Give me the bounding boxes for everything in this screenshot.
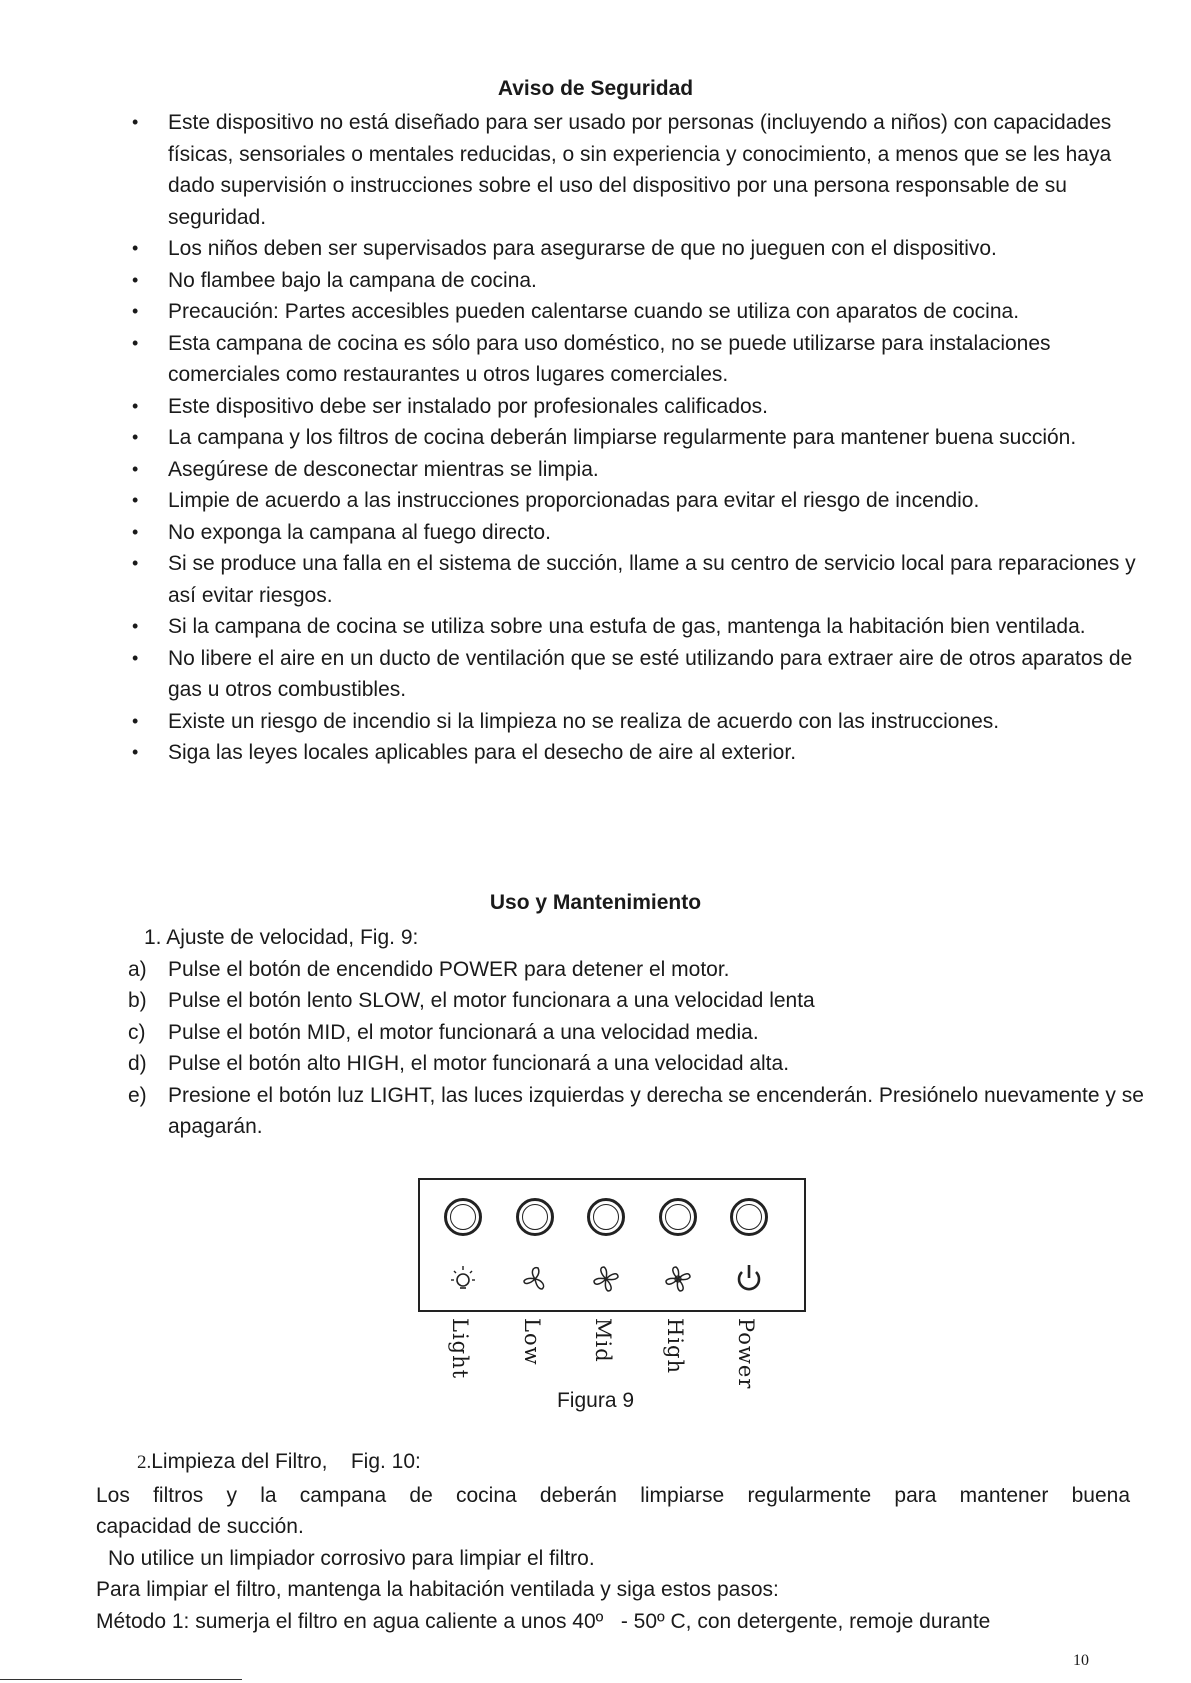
safety-item-text: No flambee bajo la campana de cocina. xyxy=(168,268,537,292)
safety-item-text: No libere el aire en un ducto de ventilación que se esté utilizando para extraer aire de otros aparatos de gas u otros combustibles. xyxy=(168,646,1133,701)
step-text: Pulse el botón lento SLOW, el motor funcionara a una velocidad lenta xyxy=(168,989,815,1012)
safety-item-text: Este dispositivo no está diseñado para ser usado por personas (incluyendo a niños) con capacidades físicas, sensoriales o mentales reducidas, o sin experiencia y conocimiento, a menos que se les haya dado supervisión o instrucciones sobre el uso del dispositivo por una persona responsable de su seguridad. xyxy=(168,111,1112,229)
speed-steps xyxy=(128,922,1158,1143)
bullet-icon: • xyxy=(132,395,139,416)
light-bulb-icon xyxy=(444,1260,482,1298)
bullet-icon: • xyxy=(132,332,139,353)
bullet-icon: • xyxy=(132,427,139,447)
safety-item xyxy=(130,548,1150,611)
fan-low-icon xyxy=(516,1260,554,1298)
step-item xyxy=(128,1017,1158,1049)
step-letter: e) xyxy=(128,1083,147,1107)
fan-high-icon xyxy=(659,1260,697,1298)
safety-item xyxy=(130,233,1150,265)
safety-list xyxy=(130,107,1150,769)
filter-number: 2. xyxy=(137,1452,152,1473)
safety-item-text: Este dispositivo debe ser instalado por profesionales calificados. xyxy=(168,394,769,418)
safety-item-text: Esta campana de cocina es sólo para uso doméstico, no se puede utilizarse para instalaciones comerciales como restaurantes u otros lugares comerciales. xyxy=(168,331,1051,386)
figure-caption: Figura 9 xyxy=(556,1389,635,1412)
filter-para-1: Los filtros y la campana de cocina deberán limpiarse regularmente para mantener buena xyxy=(96,1484,1130,1507)
bullet-icon: • xyxy=(132,269,139,290)
filter-heading xyxy=(137,1450,421,1474)
control-panel xyxy=(418,1178,806,1312)
power-button-icon xyxy=(730,1198,768,1236)
light-button-icon xyxy=(444,1198,482,1236)
step-letter: a) xyxy=(128,957,147,981)
mid-button-icon xyxy=(587,1198,625,1236)
step-letter: d) xyxy=(128,1052,147,1075)
filter-para-4: Método 1: sumerja el filtro en agua caliente a unos 40º - 50º C, con detergente, remoje durante xyxy=(96,1610,991,1633)
step-letter: c) xyxy=(128,1020,146,1044)
safety-item-text: Siga las leyes locales aplicables para el desecho de aire al exterior. xyxy=(168,741,797,764)
footer-rule xyxy=(0,1679,242,1680)
safety-item xyxy=(130,454,1150,486)
light-label: Light xyxy=(448,1318,472,1380)
safety-item-text: No exponga la campana al fuego directo. xyxy=(168,520,551,544)
filter-title: Limpieza del Filtro, Fig. 10: xyxy=(151,1450,421,1473)
control-panel-figure xyxy=(418,1178,806,1390)
step-text: Pulse el botón de encendido POWER para detener el motor. xyxy=(168,957,730,981)
high-label: High xyxy=(663,1318,687,1374)
bullet-icon: • xyxy=(132,521,139,542)
safety-item-text: Si la campana de cocina se utiliza sobre una estufa de gas, mantenga la habitación bien ventilada. xyxy=(168,615,1086,638)
step-item xyxy=(128,1080,1158,1143)
filter-para-2: No utilice un limpiador corrosivo para limpiar el filtro. xyxy=(108,1547,595,1570)
safety-item-text: Los niños deben ser supervisados para asegurarse de que no jueguen con el dispositivo. xyxy=(168,237,997,260)
safety-item-text: Limpie de acuerdo a las instrucciones proporcionadas para evitar el riesgo de incendio. xyxy=(168,489,980,512)
safety-item xyxy=(130,485,1150,517)
safety-item-text: Si se produce una falla en el sistema de succión, llame a su centro de servicio local para reparaciones y así evitar riesgos. xyxy=(168,552,1136,607)
bullet-icon: • xyxy=(132,647,139,668)
page-number: 10 xyxy=(1073,1652,1089,1669)
fan-mid-icon xyxy=(587,1260,625,1298)
safety-item-text: Asegúrese de desconectar mientras se limpia. xyxy=(168,457,599,481)
filter-para-3: Para limpiar el filtro, mantenga la habitación ventilada y siga estos pasos: xyxy=(96,1578,779,1601)
bullet-icon: • xyxy=(132,112,139,132)
step-text: Presione el botón luz LIGHT, las luces izquierdas y derecha se encenderán. Presiónelo nuevamente y se apagarán. xyxy=(168,1083,1144,1138)
filter-para-1-cont: capacidad de succión. xyxy=(96,1515,304,1538)
low-button-icon xyxy=(516,1198,554,1236)
low-label: Low xyxy=(520,1318,544,1366)
step-item xyxy=(128,954,1158,986)
bullet-icon: • xyxy=(132,238,139,258)
step-title: 1. Ajuste de velocidad, Fig. 9: xyxy=(144,926,419,949)
bullet-icon: • xyxy=(132,301,139,321)
safety-item-text: La campana y los filtros de cocina deberán limpiarse regularmente para mantener buena succión. xyxy=(168,426,1077,449)
step-item xyxy=(128,985,1158,1017)
bullet-icon: • xyxy=(132,616,139,636)
safety-item xyxy=(130,265,1150,297)
step-text: Pulse el botón MID, el motor funcionará a una velocidad media. xyxy=(168,1020,759,1044)
bullet-icon: • xyxy=(132,553,139,573)
safety-item xyxy=(130,422,1150,454)
safety-item-text: Existe un riesgo de incendio si la limpieza no se realiza de acuerdo con las instrucciones. xyxy=(168,709,1000,733)
step-text: Pulse el botón alto HIGH, el motor funcionará a una velocidad alta. xyxy=(168,1052,790,1075)
bullet-icon: • xyxy=(132,710,139,731)
safety-heading: Aviso de Seguridad xyxy=(497,77,694,100)
safety-item xyxy=(130,328,1150,391)
safety-item xyxy=(130,391,1150,423)
usage-heading: Uso y Mantenimiento xyxy=(489,891,702,914)
safety-item xyxy=(130,643,1150,706)
safety-item xyxy=(130,611,1150,643)
bullet-icon: • xyxy=(132,742,139,762)
mid-label: Mid xyxy=(591,1318,615,1363)
bullet-icon: • xyxy=(132,490,139,510)
safety-item-text: Precaución: Partes accesibles pueden calentarse cuando se utiliza con aparatos de cocina. xyxy=(168,300,1020,323)
step-letter: b) xyxy=(128,989,147,1012)
power-icon xyxy=(730,1260,768,1298)
safety-item xyxy=(130,517,1150,549)
safety-item xyxy=(130,706,1150,738)
safety-item xyxy=(130,737,1150,769)
step-item xyxy=(128,1048,1158,1080)
safety-item xyxy=(130,296,1150,328)
safety-item xyxy=(130,107,1150,233)
power-label: Power xyxy=(734,1318,758,1390)
high-button-icon xyxy=(659,1198,697,1236)
bullet-icon: • xyxy=(132,458,139,479)
